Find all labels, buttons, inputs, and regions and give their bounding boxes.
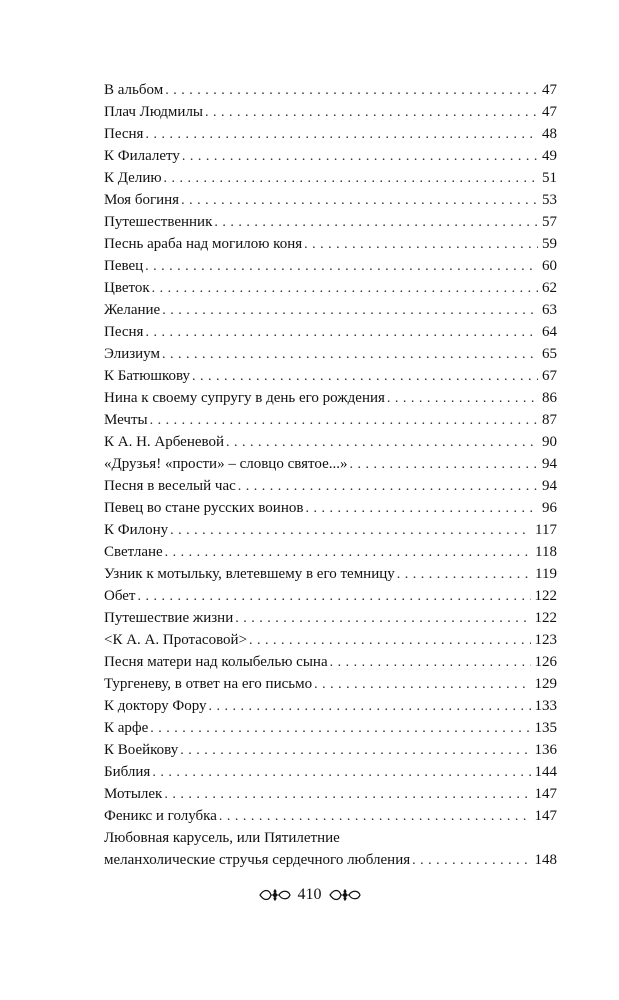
toc-entry[interactable] [104, 321, 557, 343]
toc-entry-page: 126 [534, 654, 557, 670]
toc-entry-title: Цветок [104, 280, 150, 296]
toc-entry-title: Мечты [104, 412, 148, 428]
toc-entry-page: 48 [542, 126, 557, 142]
toc-entry-page: 49 [542, 148, 557, 164]
dot-leader [152, 278, 538, 300]
dot-leader [180, 740, 530, 762]
toc-entry-title: К Филалету [104, 148, 180, 164]
toc-entry-title-line-1: Любовная карусель, или Пятилетние [104, 830, 340, 846]
toc-entry-title: Желание [104, 302, 161, 318]
toc-entry[interactable] [104, 739, 557, 761]
toc-entry-title: К Филону [104, 522, 169, 538]
toc-entry-multiline[interactable] [104, 827, 557, 871]
dot-leader [137, 586, 530, 608]
toc-entry-page: 53 [542, 192, 557, 208]
toc-entry-page: 65 [542, 346, 557, 362]
toc-entry[interactable] [104, 167, 557, 189]
toc-entry-title: «Друзья! «прости» – словцо святое...» [104, 456, 348, 472]
dot-leader [162, 300, 538, 322]
dot-leader [249, 630, 530, 652]
toc-entry[interactable] [104, 783, 557, 805]
toc-entry-title: Мотылек [104, 786, 163, 802]
toc-entry[interactable] [104, 431, 557, 453]
dot-leader [314, 674, 530, 696]
toc-entry-page: 118 [535, 544, 557, 560]
toc-entry-page: 94 [542, 456, 557, 472]
toc-entry-title: Песня [104, 126, 144, 142]
toc-entry-title: К Воейкову [104, 742, 179, 758]
toc-entry-title: Песня в веселый час [104, 478, 236, 494]
toc-entry-page: 117 [535, 522, 557, 538]
dot-leader [150, 410, 538, 432]
toc-entry[interactable] [104, 717, 557, 739]
toc-entry[interactable] [104, 211, 557, 233]
toc-entry[interactable] [104, 453, 557, 475]
toc-entry-page: 47 [542, 104, 557, 120]
toc-entry-title: Библия [104, 764, 151, 780]
toc-entry-title: К Делию [104, 170, 162, 186]
toc-entry-page: 147 [534, 786, 557, 802]
dot-leader [305, 498, 538, 520]
floral-ornament-icon [328, 886, 362, 904]
toc-entry[interactable] [104, 761, 557, 783]
dot-leader [170, 520, 531, 542]
toc-entry[interactable] [104, 541, 557, 563]
dot-leader [209, 696, 531, 718]
toc-entry-page: 63 [542, 302, 557, 318]
toc-entry-title: Песнь араба над могилою коня [104, 236, 303, 252]
dot-leader [181, 190, 538, 212]
toc-entry-page: 67 [542, 368, 557, 384]
toc-entry-title: Певец во стане русских воинов [104, 500, 304, 516]
dot-leader [192, 366, 538, 388]
toc-entry[interactable] [104, 101, 557, 123]
toc-entry[interactable] [104, 233, 557, 255]
toc-entry[interactable] [104, 277, 557, 299]
toc-entry-title-line-2: меланхолические стручья сердечного любления [104, 852, 411, 868]
toc-entry-page: 136 [534, 742, 557, 758]
toc-entry-page: 60 [542, 258, 557, 274]
toc-entry-title: Песня матери над колыбелью сына [104, 654, 328, 670]
toc-entry-page: 129 [534, 676, 557, 692]
toc-entry-page: 90 [542, 434, 557, 450]
dot-leader [235, 608, 530, 630]
dot-leader [145, 322, 538, 344]
toc-entry-title: Плач Людмилы [104, 104, 204, 120]
dot-leader [397, 564, 531, 586]
toc-entry-page: 133 [534, 698, 557, 714]
dot-leader [330, 652, 531, 674]
toc-entry-title: Моя богиня [104, 192, 180, 208]
toc-entry-title: К арфе [104, 720, 149, 736]
dot-leader [152, 762, 530, 784]
dot-leader [162, 344, 538, 366]
toc-entry-page: 147 [534, 808, 557, 824]
toc-entry[interactable] [104, 79, 557, 101]
toc-entry[interactable] [104, 343, 557, 365]
toc-entry-page: 123 [534, 632, 557, 648]
toc-entry-title: К А. Н. Арбеневой [104, 434, 225, 450]
toc-entry[interactable] [104, 497, 557, 519]
toc-entry[interactable] [104, 695, 557, 717]
toc-entry-page: 47 [542, 82, 557, 98]
toc-entry[interactable] [104, 629, 557, 651]
toc-entry-title: Узник к мотыльку, влетевшему в его темницу [104, 566, 395, 582]
toc-entry-page: 144 [534, 764, 557, 780]
dot-leader [145, 256, 538, 278]
dot-leader [214, 212, 538, 234]
toc-entry-page: 62 [542, 280, 557, 296]
dot-leader [238, 476, 538, 498]
toc-entry[interactable] [104, 475, 557, 497]
toc-entry-title: Путешествие жизни [104, 610, 234, 626]
dot-leader [412, 850, 530, 872]
toc-entry-title: Тургеневу, в ответ на его письмо [104, 676, 313, 692]
toc-entry-page: 96 [542, 500, 557, 516]
toc-entry[interactable] [104, 123, 557, 145]
dot-leader [226, 432, 538, 454]
toc-entry-title: В альбом [104, 82, 164, 98]
toc-entry[interactable] [104, 585, 557, 607]
toc-entry[interactable] [104, 805, 557, 827]
toc-entry[interactable] [104, 189, 557, 211]
toc-entry[interactable] [104, 145, 557, 167]
toc-entry-title: Песня [104, 324, 144, 340]
toc-entry-title: Путешественник [104, 214, 213, 230]
toc-entry-page: 135 [534, 720, 557, 736]
toc-entry[interactable] [104, 607, 557, 629]
page-number: 410 [297, 886, 322, 903]
dot-leader [165, 542, 531, 564]
toc-entry[interactable] [104, 519, 557, 541]
toc-entry-title: К доктору Фору [104, 698, 207, 714]
dot-leader [164, 168, 538, 190]
toc-entry-page: 87 [542, 412, 557, 428]
toc-entry-title: Нина к своему супругу в день его рождения [104, 390, 385, 406]
toc-entry[interactable] [104, 255, 557, 277]
toc-entry-title: Светлане [104, 544, 163, 560]
toc-entry-title: Элизиум [104, 346, 160, 362]
toc-entry[interactable] [104, 651, 557, 673]
toc-entry-title: К Батюшкову [104, 368, 191, 384]
toc-entry-page: 122 [534, 588, 557, 604]
dot-leader [165, 80, 538, 102]
dot-leader [387, 388, 538, 410]
dot-leader [304, 234, 538, 256]
toc-entry-page: 51 [542, 170, 557, 186]
toc-entry-page: 86 [542, 390, 557, 406]
toc-entry-title: Обет [104, 588, 136, 604]
dot-leader [182, 146, 538, 168]
toc-entry-title: Певец [104, 258, 144, 274]
toc-entry[interactable] [104, 387, 557, 409]
toc-entry-title: <К А. А. Протасовой> [104, 632, 248, 648]
dot-leader [164, 784, 530, 806]
dot-leader [150, 718, 530, 740]
dot-leader [219, 806, 531, 828]
table-of-contents [104, 79, 557, 871]
toc-entry-page: 59 [542, 236, 557, 252]
toc-entry-page: 64 [542, 324, 557, 340]
toc-entry-page: 57 [542, 214, 557, 230]
dot-leader [349, 454, 538, 476]
toc-entry-title: Феникс и голубка [104, 808, 217, 824]
toc-entry[interactable] [104, 563, 557, 585]
toc-entry[interactable] [104, 299, 557, 321]
dot-leader [205, 102, 538, 124]
toc-entry-page: 122 [534, 610, 557, 626]
toc-entry-page: 119 [535, 566, 557, 582]
floral-ornament-icon [258, 886, 292, 904]
page-footer [0, 886, 619, 904]
toc-entry-page: 148 [534, 852, 557, 868]
toc-entry[interactable] [104, 673, 557, 695]
toc-entry[interactable] [104, 409, 557, 431]
dot-leader [145, 124, 538, 146]
toc-entry[interactable] [104, 365, 557, 387]
toc-entry-page: 94 [542, 478, 557, 494]
